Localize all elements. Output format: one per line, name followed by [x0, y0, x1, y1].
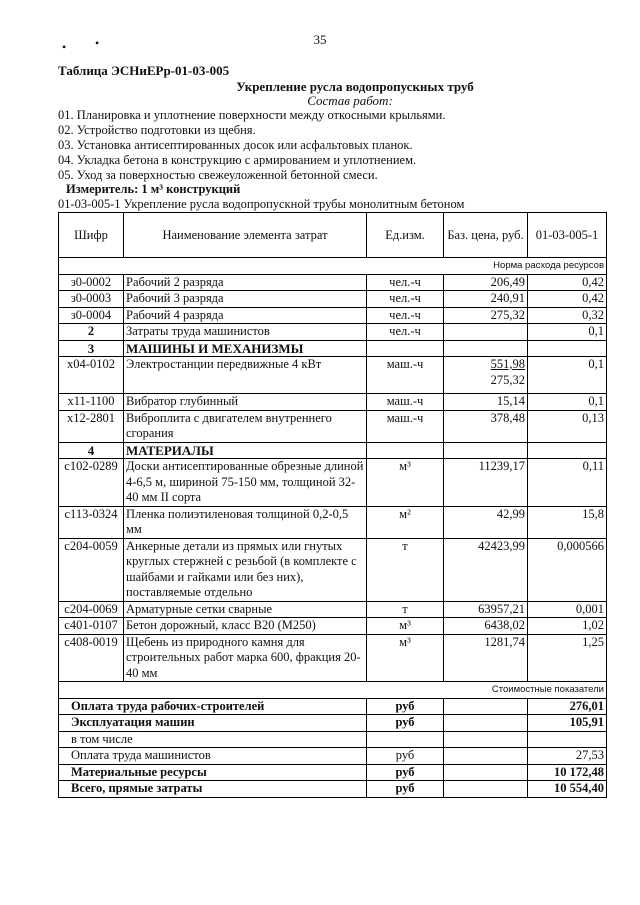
cell-price: 240,91 — [444, 291, 528, 308]
cell-code: х12-2801 — [59, 410, 124, 442]
margin-mark: • — [95, 36, 100, 50]
cell-price: 6438,02 — [444, 618, 528, 635]
cell-code: с401-0107 — [59, 618, 124, 635]
norm-label-row — [59, 258, 607, 275]
measure-unit: Измеритель: 1 м³ конструкций — [66, 182, 241, 196]
cell-price: 11239,17 — [444, 459, 528, 507]
cell-name: Анкерные детали из прямых или гнутых круглых стержней с резьбой (в комплекте с шайбами и гайками или без них), поставляемые отдельно — [124, 538, 367, 601]
cell-norm: 0,42 — [528, 274, 607, 291]
cost-label-row — [59, 682, 607, 699]
total-row — [59, 715, 607, 732]
total-value: 10 172,48 — [528, 764, 607, 781]
cell-unit: м³ — [367, 618, 444, 635]
cell-unit: маш.-ч — [367, 357, 444, 394]
cell-norm: 1,25 — [528, 634, 607, 682]
cell-norm: 0,001 — [528, 601, 607, 618]
total-name: в том числе — [59, 731, 367, 748]
cell-price — [444, 357, 528, 394]
cell-unit: м³ — [367, 459, 444, 507]
cell-norm: 0,32 — [528, 307, 607, 324]
table-row — [59, 538, 607, 601]
work-item: 03. Установка антисептированных досок или асфальтовых планок. — [58, 138, 413, 152]
price-value: 551,98 — [490, 357, 525, 371]
total-row — [59, 698, 607, 715]
margin-mark: • — [62, 40, 67, 54]
cell-code: х04-0102 — [59, 357, 124, 394]
cell-price: 206,49 — [444, 274, 528, 291]
table-row — [59, 459, 607, 507]
cell-norm: 0,1 — [528, 324, 607, 341]
cell-unit: чел.-ч — [367, 307, 444, 324]
cost-label: Стоимостные показатели — [59, 682, 607, 699]
table-row — [59, 410, 607, 442]
cell-code: с102-0289 — [59, 459, 124, 507]
header-code: Шифр — [59, 213, 124, 258]
total-row — [59, 764, 607, 781]
cell-price: 378,48 — [444, 410, 528, 442]
cell-price: 42,99 — [444, 506, 528, 538]
section-title: МАШИНЫ И МЕХАНИЗМЫ — [124, 340, 367, 357]
cell-code: 3 — [59, 340, 124, 357]
cell-unit: чел.-ч — [367, 324, 444, 341]
table-row — [59, 506, 607, 538]
table-row — [59, 291, 607, 308]
cell-unit: маш.-ч — [367, 410, 444, 442]
work-item: 05. Уход за поверхностью свежеуложенной бетонной смеси. — [58, 168, 378, 182]
section-row — [59, 442, 607, 459]
cell-price: 275,32 — [444, 307, 528, 324]
cell-code: з0-0002 — [59, 274, 124, 291]
cell-code: с113-0324 — [59, 506, 124, 538]
table-row — [59, 601, 607, 618]
total-value: 276,01 — [528, 698, 607, 715]
total-name: Эксплуатация машин — [59, 715, 367, 732]
cell-code: 2 — [59, 324, 124, 341]
cell-norm: 0,000566 — [528, 538, 607, 601]
header-norm: 01-03-005-1 — [528, 213, 607, 258]
cell-code: с204-0069 — [59, 601, 124, 618]
cell-code: 4 — [59, 442, 124, 459]
cell-unit: чел.-ч — [367, 291, 444, 308]
header-price: Баз. цена, руб. — [444, 213, 528, 258]
cell-name: Доски антисептированные обрезные длиной 4-6,5 м, шириной 75-150 мм, толщиной 32-40 мм II сорта — [124, 459, 367, 507]
cell-name: Пленка полиэтиленовая толщиной 0,2-0,5 мм — [124, 506, 367, 538]
cell-norm: 0,1 — [528, 394, 607, 411]
total-unit: руб — [367, 764, 444, 781]
header-unit: Ед.изм. — [367, 213, 444, 258]
cell-code: х11-1100 — [59, 394, 124, 411]
cell-unit: м³ — [367, 634, 444, 682]
cell-price: 42423,99 — [444, 538, 528, 601]
total-value — [528, 731, 607, 748]
cell-name: Рабочий 2 разряда — [124, 274, 367, 291]
cell-unit: м² — [367, 506, 444, 538]
total-value: 10 554,40 — [528, 781, 607, 798]
total-row — [59, 731, 607, 748]
table-title: Укрепление русла водопропускных труб — [236, 79, 474, 94]
cell-name: Рабочий 4 разряда — [124, 307, 367, 324]
work-item: 02. Устройство подготовки из щебня. — [58, 123, 256, 137]
cell-unit: т — [367, 538, 444, 601]
cell-name: Рабочий 3 разряда — [124, 291, 367, 308]
cell-name: Арматурные сетки сварные — [124, 601, 367, 618]
cell-norm: 0,42 — [528, 291, 607, 308]
cell-norm: 1,02 — [528, 618, 607, 635]
cell-code: с204-0059 — [59, 538, 124, 601]
cell-code: з0-0003 — [59, 291, 124, 308]
section-title: МАТЕРИАЛЫ — [124, 442, 367, 459]
table-row — [59, 324, 607, 341]
cell-name: Бетон дорожный, класс В20 (М250) — [124, 618, 367, 635]
cell-name: Виброплита с двигателем внутреннего сгорания — [124, 410, 367, 442]
table-row — [59, 307, 607, 324]
table-caption: 01-03-005-1 Укрепление русла водопропускной трубы монолитным бетоном — [58, 197, 465, 211]
total-name: Материальные ресурсы — [59, 764, 367, 781]
cell-name: Щебень из природного камня для строительных работ марка 600, фракция 20-40 мм — [124, 634, 367, 682]
total-unit: руб — [367, 748, 444, 765]
total-value: 27,53 — [528, 748, 607, 765]
header-name: Наименование элемента затрат — [124, 213, 367, 258]
total-row — [59, 781, 607, 798]
total-unit: руб — [367, 698, 444, 715]
resource-table — [58, 212, 607, 798]
cell-price: 1281,74 — [444, 634, 528, 682]
cell-norm: 0,13 — [528, 410, 607, 442]
table-row — [59, 634, 607, 682]
total-name: Оплата труда машинистов — [59, 748, 367, 765]
table-row — [59, 357, 607, 394]
total-row — [59, 748, 607, 765]
cell-code: з0-0004 — [59, 307, 124, 324]
total-value: 105,91 — [528, 715, 607, 732]
work-item: 01. Планировка и уплотнение поверхности между откосными крыльями. — [58, 108, 446, 122]
cell-name: Вибратор глубинный — [124, 394, 367, 411]
price-value-alt: 275,32 — [490, 372, 525, 387]
section-row — [59, 340, 607, 357]
page-number: 35 — [313, 32, 327, 47]
total-name: Всего, прямые затраты — [59, 781, 367, 798]
table-row — [59, 274, 607, 291]
table-code: Таблица ЭСНиЕРр-01-03-005 — [58, 63, 230, 78]
cell-price: 15,14 — [444, 394, 528, 411]
total-unit: руб — [367, 781, 444, 798]
cell-norm: 15,8 — [528, 506, 607, 538]
total-name: Оплата труда рабочих-строителей — [59, 698, 367, 715]
cell-unit: маш.-ч — [367, 394, 444, 411]
cell-norm: 0,1 — [528, 357, 607, 394]
works-subtitle: Состав работ: — [307, 93, 393, 108]
table-header-row — [59, 213, 607, 258]
table-row — [59, 394, 607, 411]
total-unit — [367, 731, 444, 748]
cell-name: Электростанции передвижные 4 кВт — [124, 357, 367, 394]
work-item: 04. Укладка бетона в конструкцию с армированием и уплотнением. — [58, 153, 417, 167]
total-unit: руб — [367, 715, 444, 732]
cell-unit: т — [367, 601, 444, 618]
cell-unit: чел.-ч — [367, 274, 444, 291]
cell-price — [444, 324, 528, 341]
cell-price: 63957,21 — [444, 601, 528, 618]
cell-name: Затраты труда машинистов — [124, 324, 367, 341]
norm-label: Норма расхода ресурсов — [59, 258, 607, 275]
cell-norm: 0,11 — [528, 459, 607, 507]
cell-code: с408-0019 — [59, 634, 124, 682]
table-row — [59, 618, 607, 635]
